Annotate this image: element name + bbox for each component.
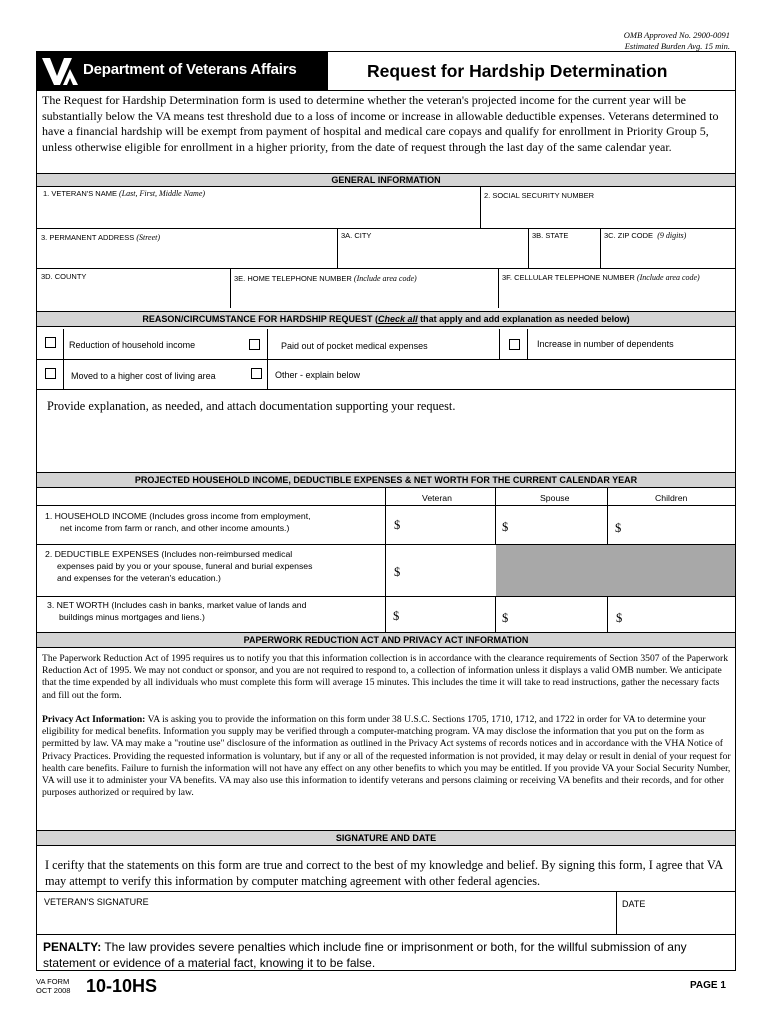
zip-hint: (9 digits)	[657, 231, 687, 240]
form-number: 10-10HS	[86, 976, 158, 996]
deductible-expenses-veteran[interactable]: $	[394, 565, 401, 579]
divider	[607, 596, 608, 632]
net-worth-children[interactable]: $	[616, 611, 623, 625]
dependents-checkbox[interactable]	[509, 339, 520, 350]
zip-label: 3C. ZIP CODE	[604, 231, 654, 240]
divider	[607, 488, 608, 544]
home-phone-hint: (Include area code)	[353, 274, 417, 283]
zip-field[interactable]	[604, 231, 686, 240]
privacy-act-title: Privacy Act Information:	[42, 714, 146, 725]
divider	[499, 329, 500, 359]
certification-statement: I cerifty that the statements on this form are true and correct to the best of my knowledge and belief. By signing this form, I agree that VA may attempt to verify this information by computer matching agreement with other federal agencies.	[45, 858, 723, 888]
paperwork-reduction-text: The Paperwork Reduction Act of 1995 requires us to notify you that this information collection is in accordance with the clearance requirements of Section 3507 of the Paperwork Reduction Act of 1995. We may not conduct or sponsor, and you are not required to respond to, a collection of information unless it displays a valid OMB number. We anticipate that the time expended by all individuals who must complete this form will average 15 minutes. This includes the time it will take to read instructions, gather the necessary facts and fill out the form.	[42, 653, 729, 701]
penalty-title: PENALTY:	[43, 940, 102, 954]
penalty-notice	[43, 940, 733, 971]
intro-text: The Request for Hardship Determination form is used to determine whether the veteran's projected income for the current year will be substantially below the VA means test threshold due to a loss of income or increase in allowable deductible expenses. Veterans determined to have a financial hardship will be exempt from payment of hospital and medical care copays and qualify for enrollment in Priority Group 5, unless otherwise eligible for enrollment in a higher priority, from the date of request through the last day of the same calendar year.	[42, 93, 719, 154]
city-label: 3A. CITY	[341, 231, 372, 240]
form-id-block	[36, 977, 70, 995]
veteran-column-header: Veteran	[422, 493, 452, 503]
reason-header-text-end: that apply and add explanation as needed below)	[417, 314, 630, 324]
deductible-expenses-label: 2. DEDUCTIBLE EXPENSES (Includes non-reimbursed medical expenses paid by you or your spouse, funeral and burial expenses and expenses for the veteran's education.)	[45, 549, 313, 583]
medical-expenses-label: Paid out of pocket medical expenses	[281, 341, 428, 351]
va-seal-icon	[41, 56, 79, 86]
cell-phone-hint: (Include area code)	[636, 273, 700, 282]
divider	[37, 505, 735, 506]
veteran-name-label: 1. VETERAN'S NAME	[43, 189, 117, 198]
divider	[37, 228, 735, 229]
reduction-income-checkbox[interactable]	[45, 337, 56, 348]
omb-burden-estimate: Estimated Burden Avg. 15 min.	[624, 41, 730, 51]
va-logo-block	[37, 52, 328, 90]
cost-of-living-label: Moved to a higher cost of living area	[71, 371, 216, 381]
reason-header-emphasis: Check all	[378, 314, 418, 324]
explanation-prompt: Provide explanation, as needed, and attach documentation supporting your request.	[47, 399, 456, 413]
divider	[37, 90, 735, 91]
reduction-income-label: Reduction of household income	[69, 340, 196, 350]
privacy-act-text	[42, 714, 732, 799]
household-income-veteran[interactable]: $	[394, 518, 401, 532]
spouse-column-header: Spouse	[540, 493, 570, 503]
omb-notice	[560, 30, 730, 52]
divider	[600, 228, 601, 268]
divider	[528, 228, 529, 268]
cell-phone-field[interactable]	[502, 273, 700, 282]
net-worth-label: 3. NET WORTH (Includes cash in banks, market value of lands and buildings minus mortgages and liens.)	[47, 600, 307, 622]
general-info-header: GENERAL INFORMATION	[37, 173, 735, 187]
home-phone-field[interactable]	[234, 274, 417, 283]
privacy-act-body: VA is asking you to provide the information on this form under 38 U.S.C. Sections 1705, 1710, 1712, and 1722 in order for VA to determine your eligibility for medical benefits. Information you supply may be verified through a computer-matching program. VA may disclose the information that you put on the form as permitted by law. VA may make a "routine use" disclosure of the information as outlined in the Privacy Act systems of records notices and in accordance with the VHA Notice of Privacy Practices. Providing the requested information is voluntary, but if any or all of the requested information is not provided, it may delay or result in denial of your request for health care benefits. Failure to furnish the information will not have any effect on any other benefits to which you may be entitled. If you provide VA your Social Security Number, VA will use it to administer your VA benefits. VA may also use this information to identify veterans and persons claiming or receiving VA benefits and their records, and for other purposes authorized or required by law.	[42, 714, 731, 799]
household-income-children[interactable]: $	[615, 521, 622, 535]
children-column-header: Children	[655, 493, 688, 503]
divider	[480, 187, 481, 228]
shaded-cells	[496, 545, 735, 596]
ssn-label: 2. SOCIAL SECURITY NUMBER	[484, 191, 595, 200]
divider	[498, 268, 499, 308]
net-worth-veteran[interactable]: $	[393, 609, 400, 623]
form-banner	[37, 52, 735, 90]
reason-header-text: REASON/CIRCUMSTANCE FOR HARDSHIP REQUEST (	[142, 314, 379, 324]
medical-expenses-checkbox[interactable]	[249, 339, 260, 350]
divider	[495, 596, 496, 632]
other-reason-label: Other - explain below	[275, 370, 361, 380]
department-name: Department of Veterans Affairs	[83, 61, 297, 78]
state-field[interactable]	[532, 231, 568, 240]
page-number: PAGE 1	[690, 980, 726, 991]
divider	[230, 268, 231, 308]
dependents-label: Increase in number of dependents	[537, 339, 674, 349]
form-title: Request for Hardship Determination	[367, 61, 668, 81]
divider	[616, 891, 617, 934]
date-field[interactable]	[622, 899, 645, 909]
household-income-label: 1. HOUSEHOLD INCOME (Includes gross income from employment, net income from farm or ranch, and other income amounts.)	[45, 511, 311, 533]
divider	[527, 329, 528, 359]
paperwork-header: PAPERWORK REDUCTION ACT AND PRIVACY ACT INFORMATION	[37, 632, 735, 648]
form-type-label: VA FORM	[36, 977, 70, 986]
net-worth-spouse[interactable]: $	[502, 611, 509, 625]
signature-field[interactable]	[44, 897, 149, 907]
address-label: 3. PERMANENT ADDRESS	[41, 233, 135, 242]
divider	[37, 596, 735, 597]
ssn-field[interactable]	[484, 191, 594, 200]
divider	[385, 488, 386, 632]
home-phone-label: 3E. HOME TELEPHONE NUMBER	[234, 274, 352, 283]
date-label: DATE	[622, 899, 646, 909]
address-hint: (Street)	[136, 233, 161, 242]
cost-of-living-checkbox[interactable]	[45, 368, 56, 379]
state-label: 3B. STATE	[532, 231, 569, 240]
county-field[interactable]	[41, 272, 86, 281]
penalty-text: The law provides severe penalties which include fine or imprisonment or both, for the willful submission of any statement or evidence of a material fact, knowing it to be false.	[43, 940, 687, 970]
divider	[495, 488, 496, 544]
signature-label: VETERAN'S SIGNATURE	[44, 897, 149, 907]
divider	[37, 934, 735, 935]
reason-header	[37, 311, 735, 327]
veteran-name-field[interactable]	[43, 189, 205, 198]
form-revision-date: OCT 2008	[36, 986, 71, 995]
divider	[37, 359, 735, 360]
cell-phone-label: 3F. CELLULAR TELEPHONE NUMBER	[502, 273, 635, 282]
other-reason-checkbox[interactable]	[251, 368, 262, 379]
explanation-area[interactable]	[38, 416, 734, 470]
address-field[interactable]	[41, 233, 160, 242]
income-header: PROJECTED HOUSEHOLD INCOME, DEDUCTIBLE EXPENSES & NET WORTH FOR THE CURRENT CALENDAR YEAR	[37, 472, 735, 488]
signature-header: SIGNATURE AND DATE	[37, 830, 735, 846]
household-income-spouse[interactable]: $	[502, 520, 509, 534]
hardship-form	[36, 51, 736, 971]
divider	[37, 891, 735, 892]
veteran-name-hint: (Last, First, Middle Name)	[119, 189, 206, 198]
divider	[37, 268, 735, 269]
divider	[337, 228, 338, 268]
city-field[interactable]	[341, 231, 371, 240]
county-label: 3D. COUNTY	[41, 272, 87, 281]
omb-approval-number: OMB Approved No. 2900-0091	[623, 30, 730, 40]
divider	[37, 389, 735, 390]
